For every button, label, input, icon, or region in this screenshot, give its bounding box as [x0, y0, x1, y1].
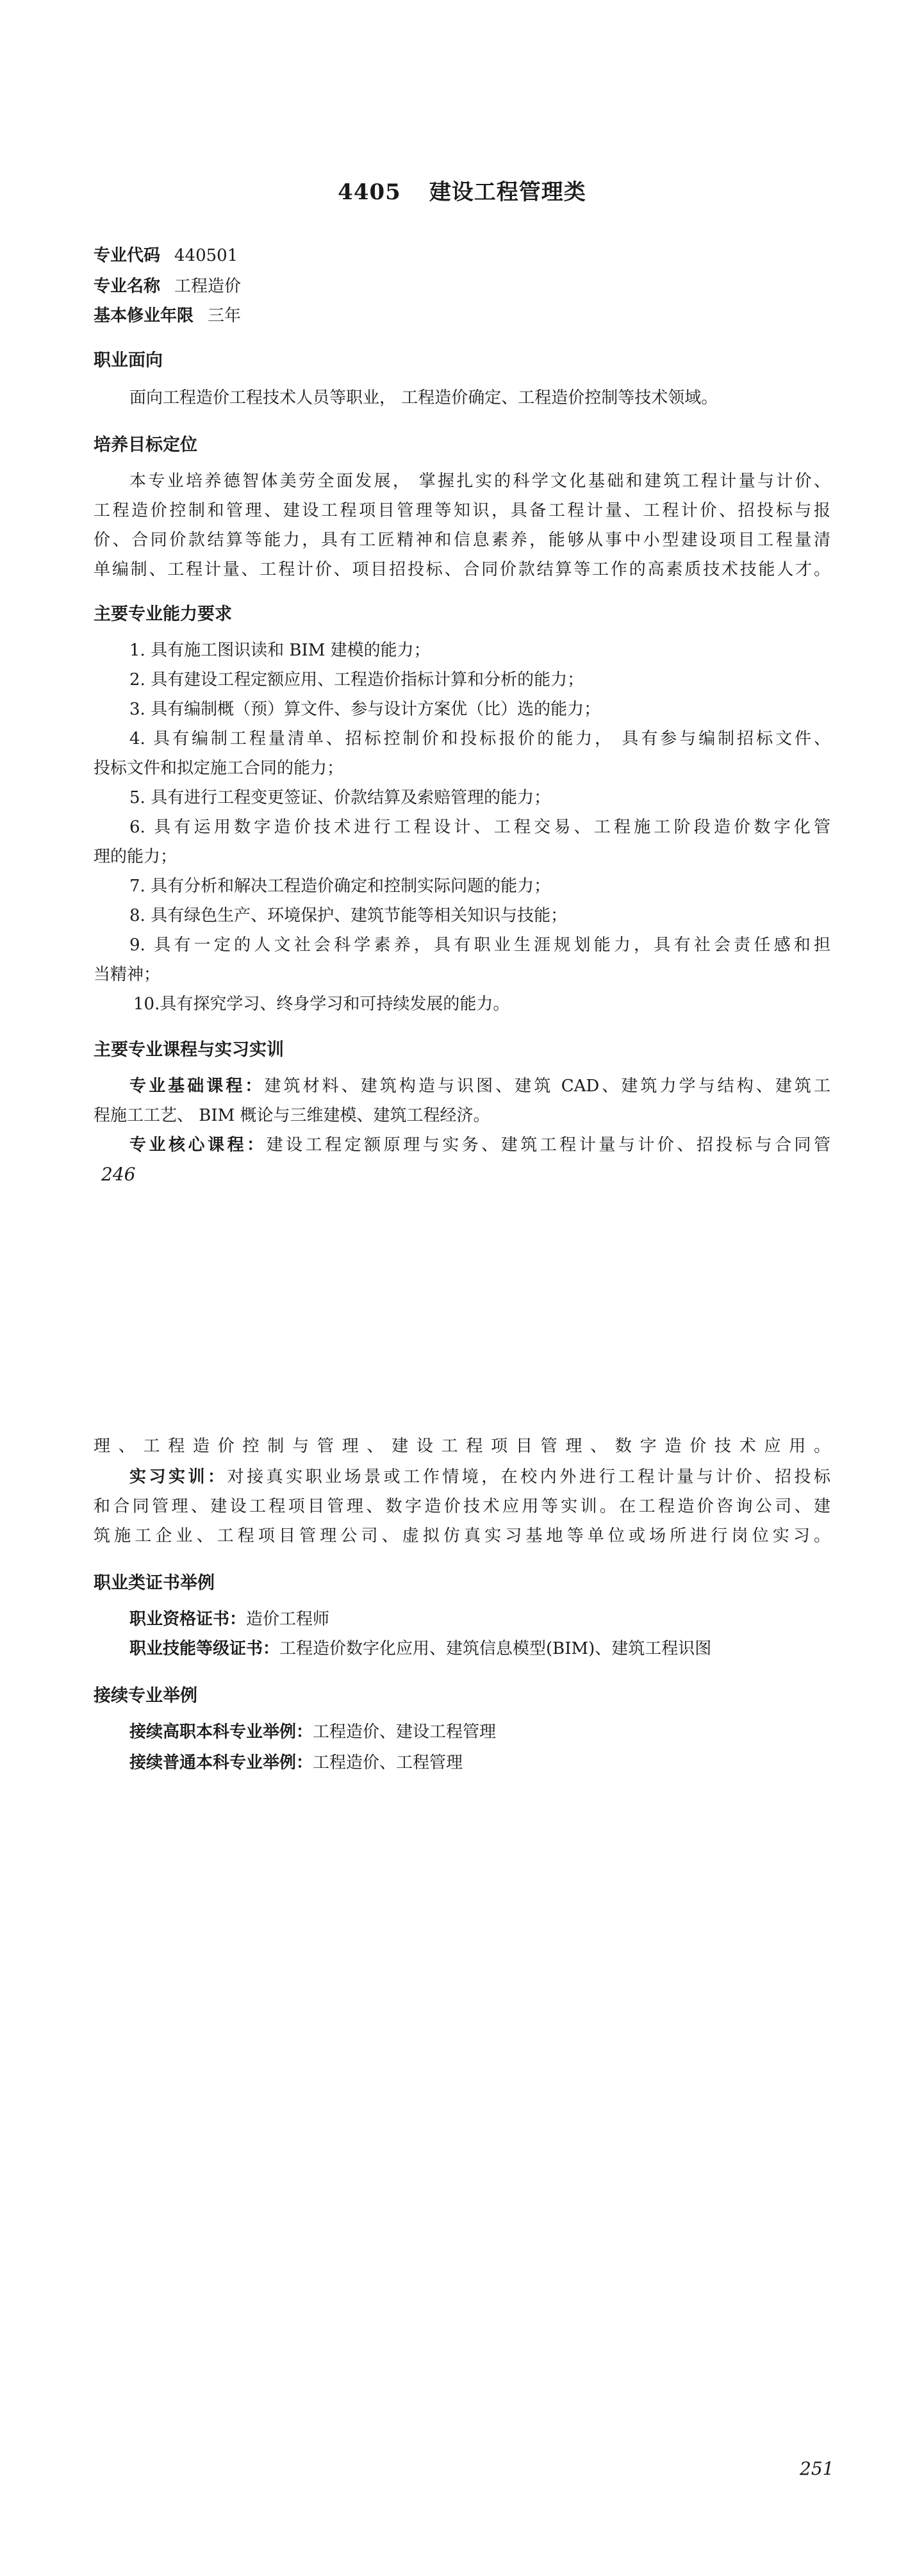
practice-text-1: 对接真实职业场景或工作情境，在校内外进行工程计量与计价、招投标 [227, 1467, 830, 1487]
ability-line-3: 3. 具有编制概（预）算文件、参与设计方案优（比）选的能力； [129, 700, 601, 719]
ability-line-11: 9. 具有一定的人文社会科学素养，具有职业生涯规划能力，具有社会责任感和担 [129, 936, 830, 955]
qual-cert-label: 职业资格证书： [129, 1610, 247, 1629]
ability-line-5: 投标文件和拟定施工合同的能力； [94, 759, 344, 778]
basic-course-line-1 [94, 1073, 830, 1096]
higher-continuation-row [94, 1719, 830, 1742]
major-name-label: 专业名称 [94, 277, 161, 296]
practice-line-3: 筑施工企业、工程项目管理公司、虚拟仿真实习基地等单位或场所进行岗位实习。 [94, 1526, 830, 1546]
duration-label: 基本修业年限 [94, 306, 194, 326]
skill-cert-label: 职业技能等级证书： [129, 1639, 280, 1658]
page-title [0, 174, 924, 206]
career-heading: 职业面向 [94, 351, 163, 370]
goal-line-3: 价、合同价款结算等能力，具有工匠精神和信息素养，能够从事中小型建设项目工程量清 [94, 531, 830, 550]
core-course-line-1 [94, 1132, 830, 1155]
major-name-value: 工程造价 [174, 277, 242, 296]
goal-line-1: 本专业培养德智体美劳全面发展， 掌握扎实的科学文化基础和建筑工程计量与计价、 [129, 472, 830, 491]
skill-cert-row [94, 1635, 830, 1659]
core-course-line-2: 理、工程造价控制与管理、建设工程项目管理、数字造价技术应用。 [94, 1437, 830, 1456]
ability-line-8: 理的能力； [94, 847, 177, 866]
qual-cert-value: 造价工程师 [246, 1610, 330, 1629]
general-continuation-row [94, 1749, 830, 1773]
skill-cert-value: 工程造价数字化应用、建筑信息模型(BIM)、建筑工程识图 [279, 1639, 712, 1658]
ability-heading: 主要专业能力要求 [94, 604, 232, 624]
page-number-top: 246 [101, 1164, 136, 1185]
course-heading: 主要专业课程与实习实训 [94, 1040, 284, 1060]
goal-line-2: 工程造价控制和管理、建设工程项目管理等知识，具备工程计量、工程计价、招投标与报 [94, 501, 830, 520]
core-course-label: 专业核心课程： [129, 1135, 267, 1155]
ability-line-9: 7. 具有分析和解决工程造价确定和控制实际问题的能力； [129, 877, 551, 896]
practice-line-2: 和合同管理、建设工程项目管理、数字造价技术应用等实训。在工程造价咨询公司、建 [94, 1497, 830, 1516]
title-code: 4405 [338, 179, 401, 205]
ability-line-2: 2. 具有建设工程定额应用、工程造价指标计算和分析的能力； [129, 670, 584, 689]
duration-row [94, 302, 241, 326]
basic-course-line-2: 程施工工艺、 BIM 概论与三维建模、建筑工程经济。 [94, 1106, 490, 1125]
basic-course-text-1: 建筑材料、建筑构造与识图、建筑 CAD、建筑力学与结构、建筑工 [264, 1077, 830, 1096]
higher-continuation-label: 接续高职本科专业举例： [129, 1722, 313, 1742]
cert-heading: 职业类证书举例 [94, 1573, 215, 1593]
duration-value: 三年 [208, 306, 242, 326]
major-code-value: 440501 [174, 246, 238, 265]
basic-course-label: 专业基础课程： [129, 1077, 265, 1096]
core-course-text-1: 建设工程定额原理与实务、建筑工程计量与计价、招投标与合同管 [266, 1135, 830, 1155]
major-code-label: 专业代码 [94, 246, 161, 265]
goal-line-4: 单编制、工程计量、工程计价、项目招投标、合同价款结算等工作的高素质技术技能人才。 [94, 560, 830, 579]
practice-label: 实习实训： [129, 1467, 227, 1487]
title-text: 建设工程管理类 [429, 179, 586, 205]
higher-continuation-value: 工程造价、建设工程管理 [313, 1722, 497, 1742]
ability-line-1: 1. 具有施工图识读和 BIM 建模的能力； [129, 641, 431, 660]
general-continuation-value: 工程造价、工程管理 [313, 1753, 463, 1772]
ability-line-10: 8. 具有绿色生产、环境保护、建筑节能等相关知识与技能； [129, 906, 568, 925]
ability-line-7: 6. 具有运用数字造价技术进行工程设计、工程交易、工程施工阶段造价数字化管 [129, 818, 830, 837]
ability-line-12: 当精神； [94, 965, 161, 984]
ability-line-13: 10.具有探究学习、终身学习和可持续发展的能力。 [133, 995, 510, 1014]
major-name-row [94, 273, 241, 297]
career-text: 面向工程造价工程技术人员等职业， 工程造价确定、工程造价控制等技术领域。 [129, 388, 718, 408]
goal-heading: 培养目标定位 [94, 435, 197, 455]
qual-cert-row [94, 1606, 830, 1630]
ability-line-4: 4. 具有编制工程量清单、招标控制价和投标报价的能力， 具有参与编制招标文件、 [129, 729, 830, 748]
practice-line-1 [94, 1464, 830, 1487]
major-code-row [94, 242, 238, 266]
general-continuation-label: 接续普通本科专业举例： [129, 1753, 313, 1772]
continuation-heading: 接续专业举例 [94, 1686, 197, 1706]
page-number-bottom: 251 [800, 2458, 834, 2479]
ability-line-6: 5. 具有进行工程变更签证、价款结算及索赔管理的能力； [129, 788, 551, 807]
